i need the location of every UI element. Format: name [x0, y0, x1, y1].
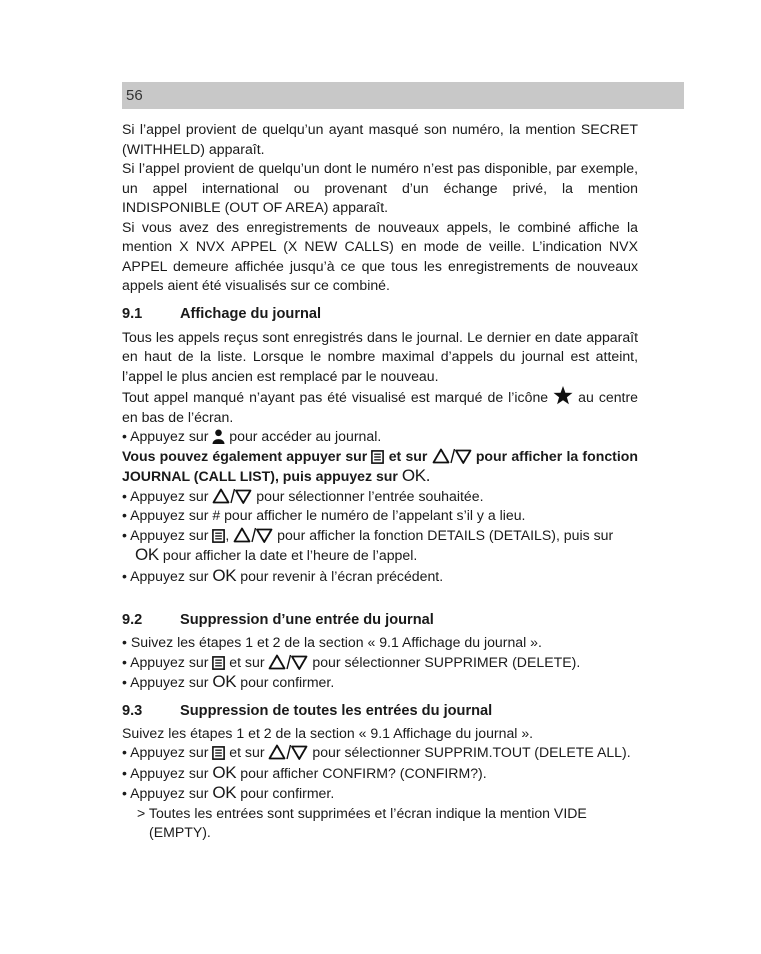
- up-down-arrow-icon: [233, 527, 273, 543]
- page-header-bar: [122, 82, 684, 109]
- ok-key-label: OK: [135, 545, 159, 564]
- section-heading: [122, 304, 638, 324]
- intro-paragraph: Si vous avez des enregistrements de nouveaux appels, le combiné affiche la mention X NVX APPEL (X NEW CALLS) en mode de veille. L’indication NVX APPEL demeure affichée jusqu’à ce que tous les enregistrements de nouveaux appels aient été visualisés sur ce combiné.: [122, 218, 638, 293]
- bullet-item: • Suivez les étapes 1 et 2 de la section « 9.1 Affichage du journal ».: [122, 634, 542, 650]
- bullet-item: • Appuyez sur OK pour revenir à l’écran précédent.: [122, 565, 444, 585]
- bullet-item: • Appuyez sur OK pour confirmer.: [122, 672, 335, 691]
- result-note: > Toutes les entrées sont supprimées et l’écran indique la mention VIDE (EMPTY).: [137, 804, 587, 840]
- section-number: 9.3: [122, 702, 143, 719]
- menu-list-icon: [212, 656, 225, 670]
- section-title: Suppression d’une entrée du journal: [180, 612, 434, 628]
- bullet-item: • Appuyez sur et sur pour sélectionner SUPPRIM.TOUT (DELETE ALL).: [122, 744, 631, 760]
- bullet-item: • Appuyez sur # pour afficher le numéro de l’appelant s’il y a lieu.: [122, 507, 526, 523]
- up-down-arrow-icon: [268, 744, 308, 760]
- bold-instruction: Vous pouvez également appuyer sur et sur pour afficher la fonction JOURNAL (CALL LIST), puis appuyez sur OK.: [122, 447, 638, 485]
- ok-key-label: OK: [212, 783, 237, 802]
- up-down-arrow-icon: [268, 654, 308, 670]
- section-title: Suppression de toutes les entrées du journal: [180, 702, 493, 719]
- bullet-item: • Appuyez sur et sur pour sélectionner SUPPRIMER (DELETE).: [122, 653, 581, 670]
- section-heading: [122, 701, 638, 721]
- section-title: Affichage du journal: [180, 305, 322, 322]
- up-down-arrow-icon: [432, 448, 472, 464]
- star-icon: [553, 386, 573, 405]
- body-paragraph: Tous les appels reçus sont enregistrés dans le journal. Le dernier en date apparaît en haut de la liste. Lorsque le nombre maximal d’appels du journal est atteint, l’appel le plus ancien est remplacé par le nouveau.: [122, 328, 638, 384]
- bullet-item: • Appuyez sur OK pour confirmer.: [122, 783, 335, 802]
- person-icon: [212, 429, 225, 444]
- bullet-item: • Appuyez sur OK pour afficher CONFIRM? (CONFIRM?).: [122, 762, 487, 782]
- body-paragraph: Suivez les étapes 1 et 2 de la section « 9.1 Affichage du journal ».: [122, 724, 534, 741]
- ok-key-label: OK: [212, 762, 237, 782]
- section-number: 9.1: [122, 305, 143, 322]
- menu-list-icon: [212, 529, 225, 543]
- ok-key-label: OK: [212, 672, 237, 691]
- bullet-item: • Appuyez sur pour sélectionner l’entrée souhaitée.: [122, 487, 484, 504]
- up-down-arrow-icon: [212, 488, 252, 504]
- ok-key-label: OK: [212, 565, 237, 585]
- menu-list-icon: [212, 746, 225, 760]
- intro-paragraph: Si l’appel provient de quelqu’un dont le numéro n’est pas disponible, par exemple, un appel international ou provenant d’un échange privé, la mention INDISPONIBLE (OUT OF AREA) apparaît.: [122, 160, 638, 215]
- ok-key-label: OK.: [401, 466, 431, 485]
- section-number: 9.2: [122, 612, 143, 628]
- intro-paragraph: Si l’appel provient de quelqu’un ayant masqué son numéro, la mention SECRET (WITHHELD) apparaît.: [122, 121, 638, 157]
- body-paragraph: Tout appel manqué n’ayant pas été visualisé est marqué de l’icône au centre en bas de l’écran.: [122, 386, 638, 427]
- page-content: [122, 120, 638, 843]
- menu-list-icon: [371, 450, 384, 464]
- section-heading: [122, 610, 638, 630]
- page-number: 56: [126, 87, 143, 104]
- bullet-item: • Appuyez sur , pour afficher la fonction DETAILS (DETAILS), puis sur OK pour afficher la date et l’heure de l’appel.: [122, 526, 614, 564]
- bullet-item: • Appuyez sur pour accéder au journal.: [122, 428, 382, 444]
